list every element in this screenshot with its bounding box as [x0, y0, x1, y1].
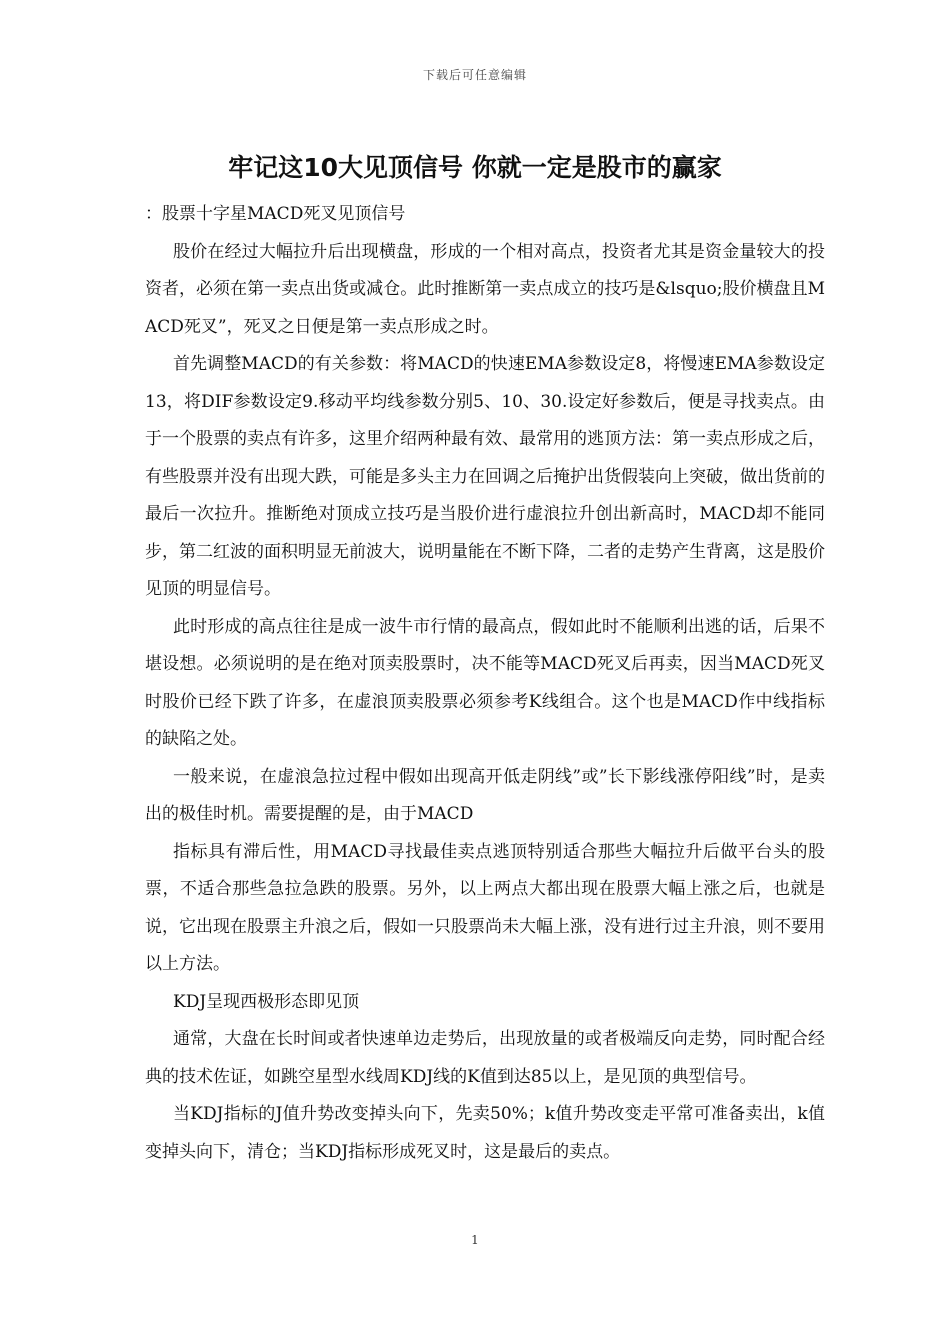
page-number: 1: [471, 1233, 479, 1247]
paragraph-subheading-1: ：股票十字星MACD死叉见顶信号: [145, 204, 406, 224]
paragraph-2: 首先调整MACD的有关参数：将MACD的快速EMA参数设定8，将慢速EMA参数设定13，将DIF参数设定9.移动平均线参数分别5、10、30.设定好参数后，便是寻找卖点。由于一个股票的卖点有许多，这里介绍两种最有效、最常用的逃顶方法：第一卖点形成之后，有些股票并没有出现大跌，可能是多头主力在回调之后掩护出货假装向上突破，做出货前的最后一次拉升。推断绝对顶成立技巧是当股价进行虚浪拉升创出新高时，MACD却不能同步，第二红波的面积明显无前波大，说明量能在不断下降，二者的走势产生背离，这是股价见顶的明显信号。: [145, 354, 825, 599]
document-title: 牢记这10大见顶信号 你就一定是股市的赢家: [228, 153, 722, 182]
paragraph-7: 当KDJ指标的J值升势改变掉头向下，先卖50%；k值升势改变走平常可准备卖出，k值变掉头向下，清仓；当KDJ指标形成死叉时，这是最后的卖点。: [145, 1104, 825, 1162]
paragraph-4: 一般来说，在虚浪急拉过程中假如出现高开低走阴线”或”长下影线涨停阳线”时，是卖出的极佳时机。需要提醒的是，由于MACD: [145, 766, 825, 824]
document-body: [145, 196, 825, 1171]
header-note: 下载后可任意编辑: [422, 68, 527, 82]
paragraph-5: 指标具有滞后性，用MACD寻找最佳卖点逃顶特别适合那些大幅拉升后做平台头的股票，不适合那些急拉急跌的股票。另外，以上两点大都出现在股票大幅上涨之后，也就是说，它出现在股票主升浪之后，假如一只股票尚未大幅上涨，没有进行过主升浪，则不要用以上方法。: [145, 841, 825, 974]
paragraph-3: 此时形成的高点往往是成一波牛市行情的最高点，假如此时不能顺利出逃的话，后果不堪设想。必须说明的是在绝对顶卖股票时，决不能等MACD死叉后再卖，因当MACD死叉时股价已经下跌了许多，在虚浪顶卖股票必须参考K线组合。这个也是MACD作中线指标的缺陷之处。: [145, 616, 825, 749]
paragraph-6: 通常，大盘在长时间或者快速单边走势后，出现放量的或者极端反向走势，同时配合经典的技术佐证，如跳空星型水线周KDJ线的K值到达85以上，是见顶的典型信号。: [145, 1029, 825, 1087]
paragraph-1: 股价在经过大幅拉升后出现横盘，形成的一个相对高点，投资者尤其是资金量较大的投资者，必须在第一卖点出货或减仓。此时推断第一卖点成立的技巧是&lsquo;股价横盘且MACD死叉”，死叉之日便是第一卖点形成之时。: [145, 241, 825, 337]
paragraph-subheading-2: KDJ呈现西极形态即见顶: [173, 991, 360, 1012]
